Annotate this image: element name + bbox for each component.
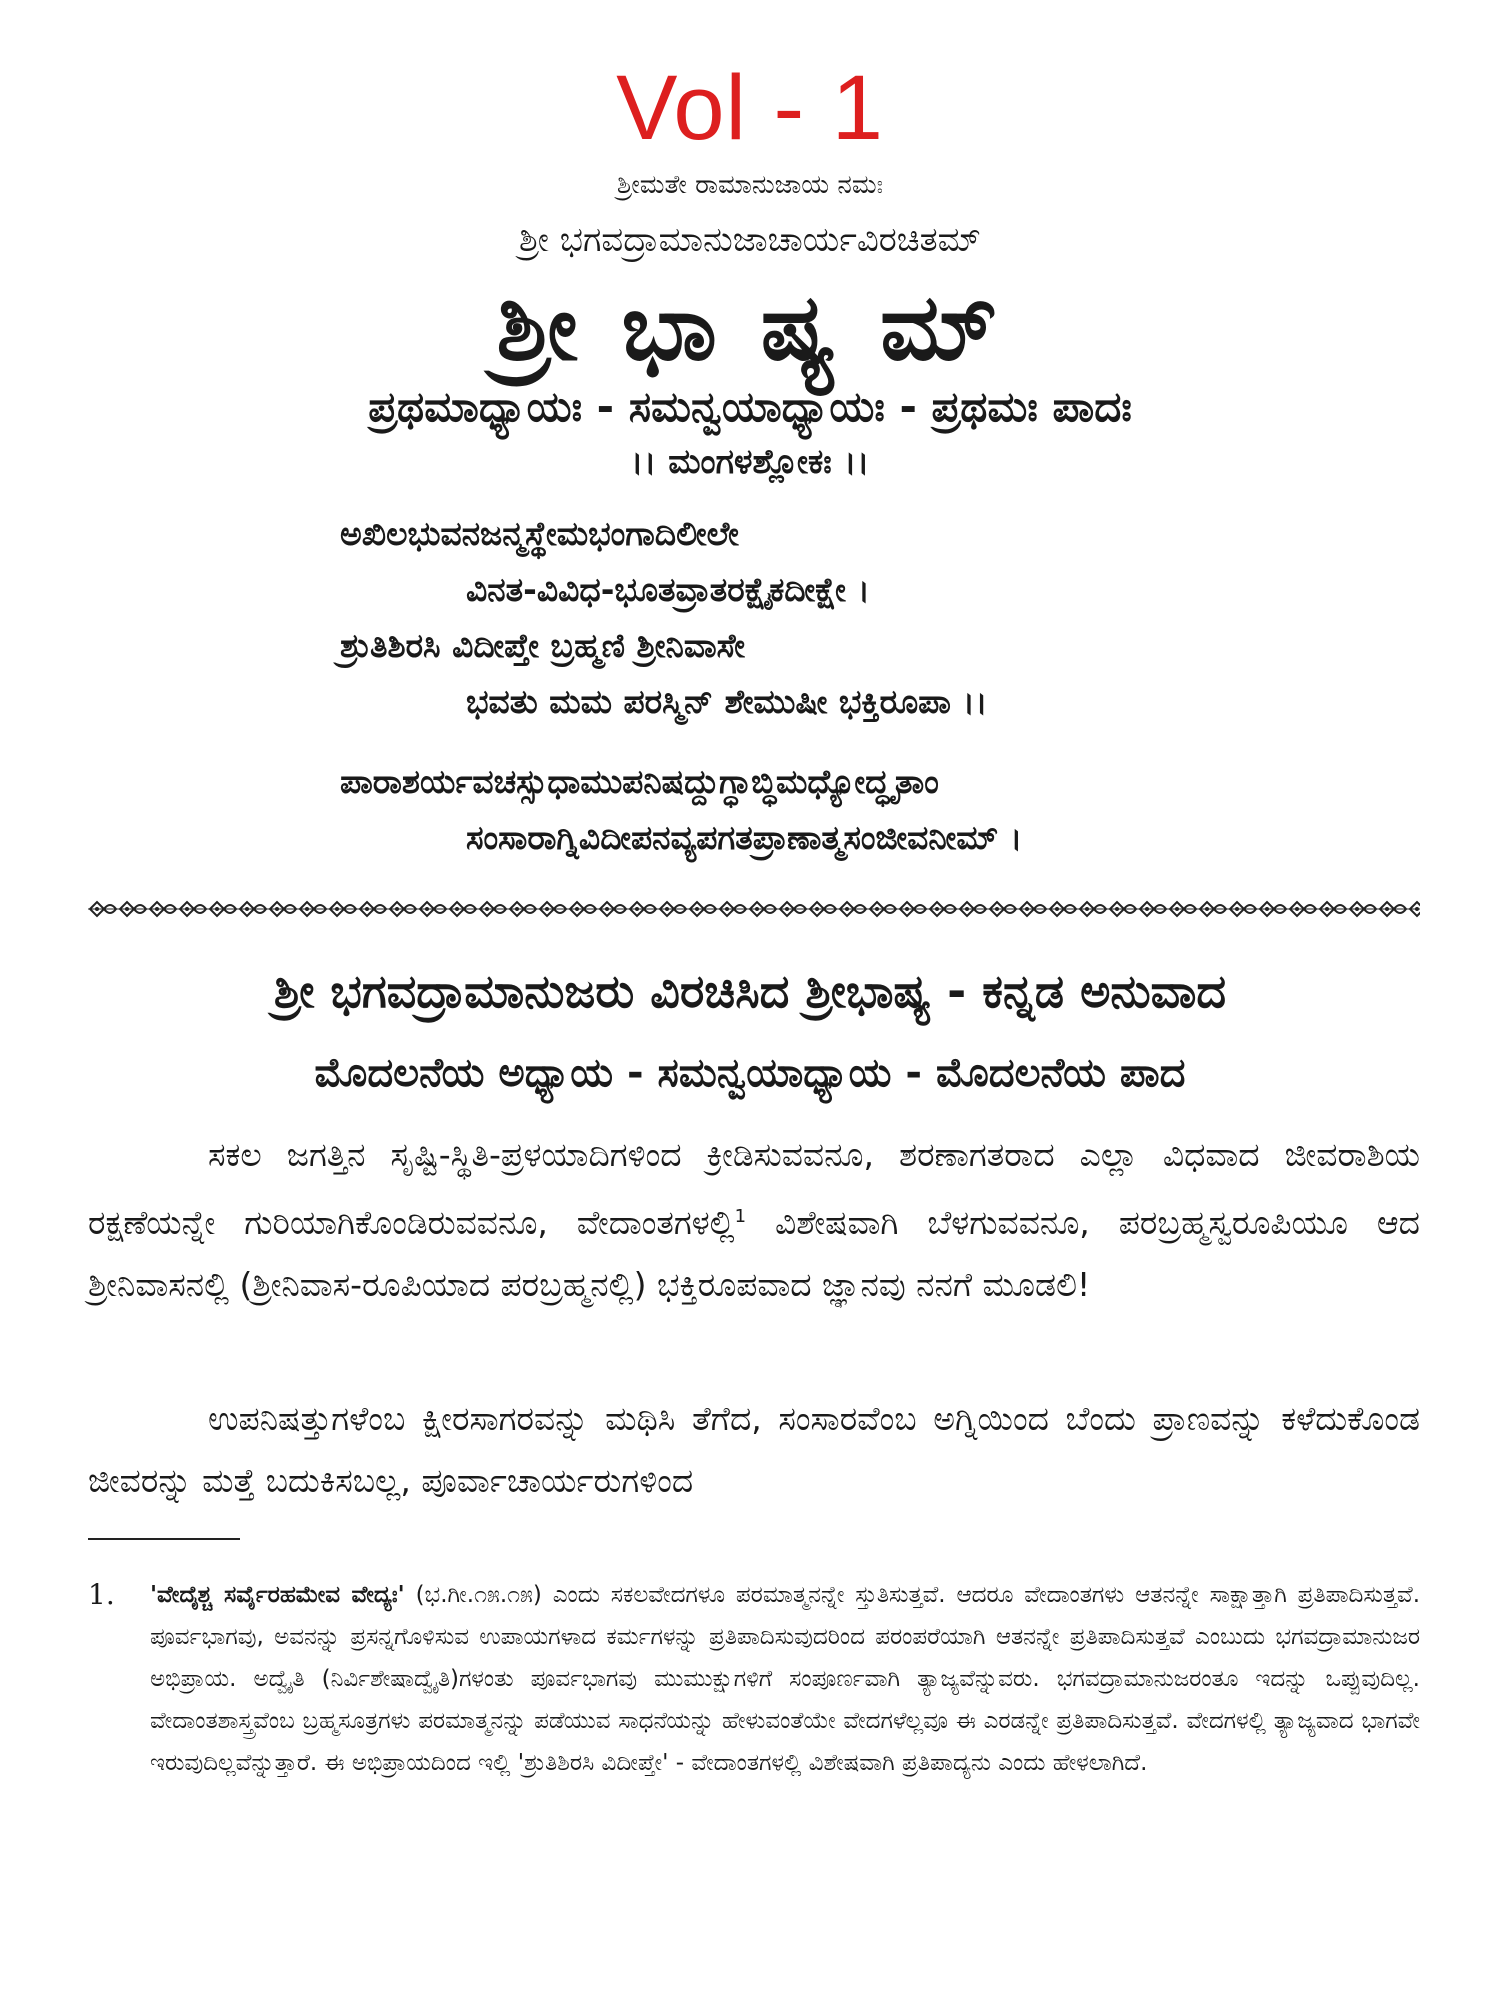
footnote-separator	[88, 1538, 240, 1540]
kannada-title: ಶ್ರೀ ಭಗವದ್ರಾಮಾನುಜರು ವಿರಚಿಸಿದ ಶ್ರೀಭಾಷ್ಯ - ಕನ್ನಡ ಅನುವಾದ	[273, 964, 1227, 1018]
verse-line-6: ಸಂಸಾರಾಗ್ನಿವಿದೀಪನವ್ಯಪಗತಪ್ರಾಣಾತ್ಮಸಂಜೀವನೀಮ್ ।	[466, 818, 1023, 857]
volume-label: Vol - 1	[616, 57, 884, 159]
paragraph-1-text-cont: ವಿಶೇಷವಾಗಿ ಬೆಳಗುವವನೂ, ಪರಬ್ರಹ್ಮಸ್ವರೂಪಿಯೂ ಆದ ಶ್ರೀನಿವಾಸನಲ್ಲಿ (ಶ್ರೀನಿವಾಸ-ರೂಪಿಯಾದ ಪರಬ್ರಹ್ಮನಲ್ಲಿ) ಭಕ್ತಿರೂಪವಾದ ಜ್ಞಾನವು ನನಗೆ ಮೂಡಲಿ!	[88, 1203, 1420, 1304]
verse-line-2: ವಿನತ-ವಿವಿಧ-ಭೂತವ್ರಾತರಕ್ಷೈಕದೀಕ್ಷೇ ।	[466, 570, 870, 609]
verse-line-4: ಭವತು ಮಮ ಪರಸ್ಮಿನ್ ಶೇಮುಷೀ ಭಕ್ತಿರೂಪಾ ।।	[466, 682, 988, 721]
footnote-text	[150, 1574, 1420, 1784]
invocation-line: ಶ್ರೀಮತೇ ರಾಮಾನುಜಾಯ ನಮಃ	[616, 170, 884, 200]
footnote-number: 1.	[88, 1578, 115, 1611]
verse-line-1: ಅಖಿಲಭುವನಜನ್ಮಸ್ಥೇಮಭಂಗಾದಿಲೀಲೇ	[340, 514, 739, 553]
chapter-line: ಪ್ರಥಮಾಧ್ಯಾಯಃ - ಸಮನ್ವಯಾಧ್ಯಾಯಃ - ಪ್ರಥಮಃ ಪಾದಃ	[368, 382, 1132, 431]
kannada-subtitle: ಮೊದಲನೆಯ ಅಧ್ಯಾಯ - ಸಮನ್ವಯಾಧ್ಯಾಯ - ಮೊದಲನೆಯ ಪಾದ	[314, 1050, 1186, 1096]
paragraph-1	[88, 1124, 1420, 1316]
ornamental-divider	[88, 898, 1420, 920]
paragraph-2	[88, 1388, 1420, 1512]
mangala-heading: ।। ಮಂಗಳಶ್ಲೋಕಃ ।।	[630, 442, 870, 482]
footnote-marker: 1	[734, 1206, 747, 1227]
footnote-quote: 'ವೇದೈಶ್ಚ ಸರ್ವೈರಹಮೇವ ವೇದ್ಯಃ'	[150, 1582, 405, 1608]
verse-line-5: ಪಾರಾಶರ್ಯವಚಸ್ಸುಧಾಮುಪನಿಷದ್ದುಗ್ಧಾಬ್ಧಿಮಧ್ಯೋದ್ಧೃತಾಂ	[340, 762, 939, 801]
paragraph-2-text: ಉಪನಿಷತ್ತುಗಳೆಂಬ ಕ್ಷೀರಸಾಗರವನ್ನು ಮಥಿಸಿ ತೆಗೆದ, ಸಂಸಾರವೆಂಬ ಅಗ್ನಿಯಿಂದ ಬೆಂದು ಪ್ರಾಣವನ್ನು ಕಳೆದುಕೊಂಡ ಜೀವರನ್ನು ಮತ್ತೆ ಬದುಕಿಸಬಲ್ಲ, ಪೂರ್ವಾಚಾರ್ಯರುಗಳಿಂದ	[88, 1399, 1420, 1500]
paragraph-1-text: ಸಕಲ ಜಗತ್ತಿನ ಸೃಷ್ಟಿ-ಸ್ಥಿತಿ-ಪ್ರಳಯಾದಿಗಳಿಂದ ಕ್ರೀಡಿಸುವವನೂ, ಶರಣಾಗತರಾದ ಎಲ್ಲಾ ವಿಧವಾದ ಜೀವರಾಶಿಯ ರಕ್ಷಣೆಯನ್ನೇ ಗುರಿಯಾಗಿಕೊಂಡಿರುವವನೂ, ವೇದಾಂತಗಳಲ್ಲಿ	[88, 1135, 1420, 1242]
work-title: ಶ್ರೀ ಭಾ ಷ್ಯ ಮ್	[496, 274, 1004, 381]
footnote-body: (ಭ.ಗೀ.೧೫.೧೫) ಎಂದು ಸಕಲವೇದಗಳೂ ಪರಮಾತ್ಮನನ್ನೇ ಸ್ತುತಿಸುತ್ತವೆ. ಆದರೂ ವೇದಾಂತಗಳು ಆತನನ್ನೇ ಸಾಕ್ಷಾತ್ತಾಗಿ ಪ್ರತಿಪಾದಿಸುತ್ತವೆ. ಪೂರ್ವಭಾಗವು, ಅವನನ್ನು ಪ್ರಸನ್ನಗೊಳಿಸುವ ಉಪಾಯಗಳಾದ ಕರ್ಮಗಳನ್ನು ಪ್ರತಿಪಾದಿಸುವುದರಿಂದ ಪರಂಪರೆಯಾಗಿ ಆತನನ್ನೇ ಪ್ರತಿಪಾದಿಸುತ್ತವೆ ಎಂಬುದು ಭಗವದ್ರಾಮಾನುಜರ ಅಭಿಪ್ರಾಯ. ಅದ್ವೈತಿ (ನಿರ್ವಿಶೇಷಾದ್ವೈತಿ)ಗಳಂತು ಪೂರ್ವಭಾಗವು ಮುಮುಕ್ಷುಗಳಿಗೆ ಸಂಪೂರ್ಣವಾಗಿ ತ್ಯಾಜ್ಯವೆನ್ನುವರು. ಭಗವದ್ರಾಮಾನುಜರಂತೂ ಇದನ್ನು ಒಪ್ಪುವುದಿಲ್ಲ. ವೇದಾಂತಶಾಸ್ತ್ರವೆಂಬ ಬ್ರಹ್ಮಸೂತ್ರಗಳು ಪರಮಾತ್ಮನನ್ನು ಪಡೆಯುವ ಸಾಧನೆಯನ್ನು ಹೇಳುವಂತೆಯೇ ವೇದಗಳೆಲ್ಲವೂ ಈ ಎರಡನ್ನೇ ಪ್ರತಿಪಾದಿಸುತ್ತವೆ. ವೇದಗಳಲ್ಲಿ ತ್ಯಾಜ್ಯವಾದ ಭಾಗವೇ ಇರುವುದಿಲ್ಲವೆನ್ನುತ್ತಾರೆ. ಈ ಅಭಿಪ್ರಾಯದಿಂದ ಇಲ್ಲಿ 'ಶ್ರುತಿಶಿರಸಿ ವಿದೀಪ್ತೇ' - ವೇದಾಂತಗಳಲ್ಲಿ ವಿಶೇಷವಾಗಿ ಪ್ರತಿಪಾದ್ಯನು ಎಂದು ಹೇಳಲಾಗಿದೆ.	[150, 1582, 1421, 1776]
verse-line-3: ಶ್ರುತಿಶಿರಸಿ ವಿದೀಪ್ತೇ ಬ್ರಹ್ಮಣಿ ಶ್ರೀನಿವಾಸೇ	[340, 626, 746, 665]
author-line: ಶ್ರೀ ಭಗವದ್ರಾಮಾನುಜಾಚಾರ್ಯವಿರಚಿತಮ್	[519, 220, 981, 260]
